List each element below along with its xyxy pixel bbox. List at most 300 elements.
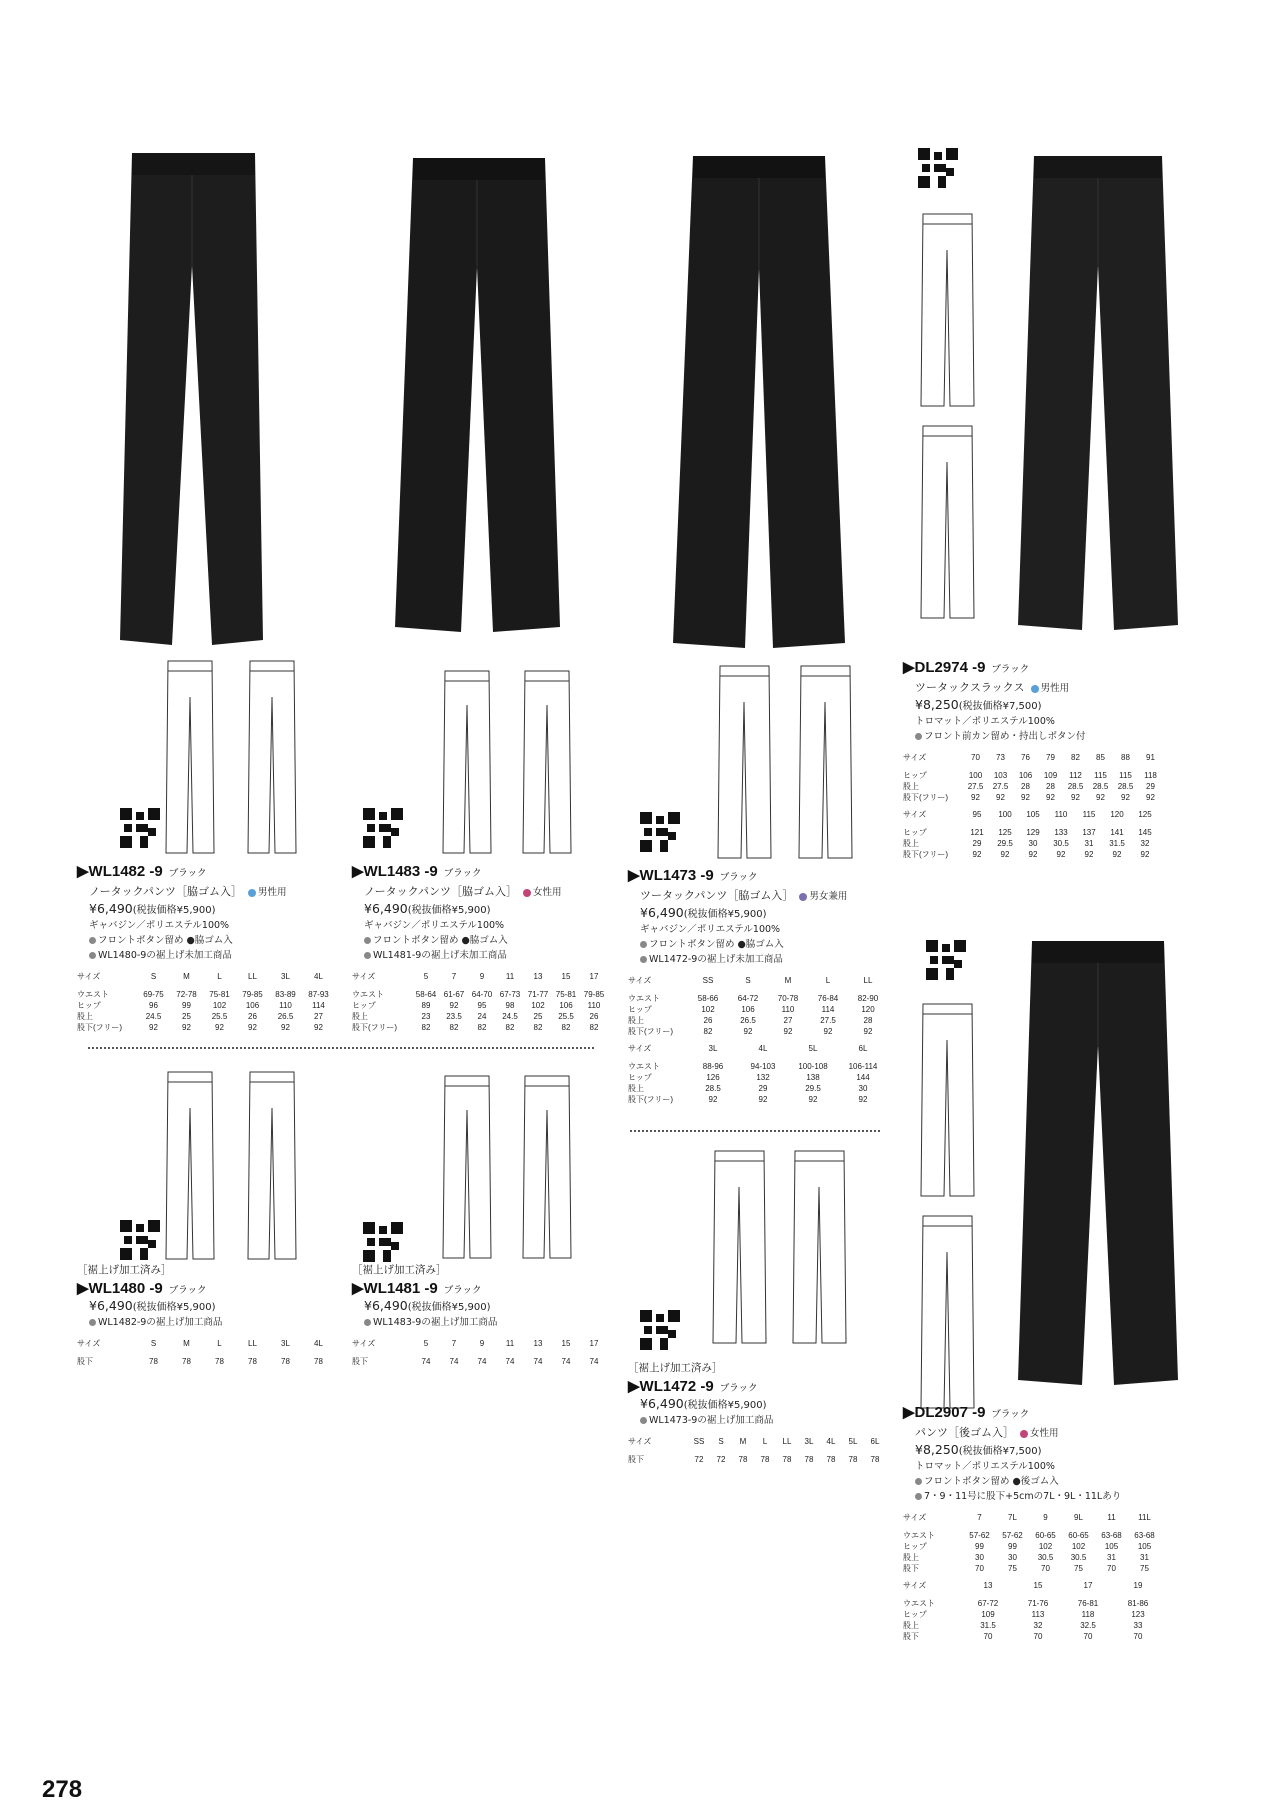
size-table-row xyxy=(903,1563,1161,1574)
product-feature xyxy=(364,947,622,961)
size-table-cell: ヒップ xyxy=(903,1542,927,1551)
product-feature xyxy=(364,932,622,946)
product-code xyxy=(77,1279,347,1297)
size-table-cell: 13 xyxy=(533,1339,543,1348)
size-table-cell: ウエスト xyxy=(903,1599,935,1608)
size-table-header xyxy=(903,752,1163,770)
size-table-cell: SS xyxy=(693,1437,705,1446)
product-feature xyxy=(89,947,347,961)
size-table-cell: 89 xyxy=(421,1001,431,1010)
product-code xyxy=(903,658,1173,676)
size-table-cell: 82 xyxy=(533,1023,543,1032)
size-table-cell: 82 xyxy=(561,1023,571,1032)
size-table-cell: 74 xyxy=(477,1357,487,1366)
size-table-cell: 13 xyxy=(533,972,543,981)
product-price xyxy=(89,901,347,916)
page-number: 278 xyxy=(42,1776,83,1803)
size-table-cell: 88 xyxy=(1121,753,1130,762)
size-table-cell: 29 xyxy=(1146,782,1155,791)
size-table-cell: 26 xyxy=(589,1012,599,1021)
size-table-cell: 115 xyxy=(1082,810,1096,819)
size-table-cell: 70-78 xyxy=(777,994,799,1003)
size-table-cell: 92 xyxy=(1112,850,1122,859)
feature-text: フロントボタン留め ●脇ゴム入 xyxy=(373,935,508,946)
size-table-cell: 股下 xyxy=(352,1357,368,1366)
size-table-cell: 121 xyxy=(970,828,984,837)
size-table-cell: 60-65 xyxy=(1035,1531,1056,1540)
sketch-wl1473-front xyxy=(717,662,772,862)
qr-code-icon[interactable] xyxy=(640,812,680,852)
size-table-cell: 29.5 xyxy=(997,839,1013,848)
size-table-cell: 57-62 xyxy=(1002,1531,1023,1540)
size-table-cell: 70 xyxy=(1041,1564,1050,1573)
size-table-cell: 17 xyxy=(589,1339,599,1348)
size-table-cell: 92 xyxy=(1028,850,1038,859)
size-table-cell: 114 xyxy=(312,1001,325,1010)
qr-code-icon[interactable] xyxy=(363,808,403,848)
size-table-cell: 69-75 xyxy=(143,990,164,999)
product-name xyxy=(364,883,622,899)
size-table-cell: 25 xyxy=(533,1012,543,1021)
size-table-row xyxy=(628,1083,888,1094)
size-table-cell: 27.5 xyxy=(967,782,984,791)
size-table-cell: 91 xyxy=(1146,753,1155,762)
size-table-cell: 32 xyxy=(1033,1621,1043,1630)
bullet-icon xyxy=(640,956,647,963)
size-table-cell: 74 xyxy=(533,1357,543,1366)
product-code-text: WL1473 -9 xyxy=(639,867,714,884)
size-table-cell: 102 xyxy=(1038,1542,1053,1551)
size-table-cell: 78 xyxy=(215,1357,224,1366)
size-table-cell: ヒップ xyxy=(903,1610,927,1619)
size-table-cell: 118 xyxy=(1081,1610,1095,1619)
sketch-dl2907-front xyxy=(920,1000,975,1200)
size-table-cell: 92 xyxy=(743,1027,753,1036)
qr-code-icon[interactable] xyxy=(363,1222,403,1262)
size-table-cell: 17 xyxy=(589,972,599,981)
size-table-row xyxy=(903,1620,1163,1631)
size-table-cell: サイズ xyxy=(903,810,927,819)
size-table-cell: 63-68 xyxy=(1134,1531,1155,1540)
product-block-wl1483 xyxy=(352,862,622,1033)
size-table-cell: 4L xyxy=(758,1044,768,1053)
sketch-wl1482-back xyxy=(247,657,297,857)
size-table-cell: 82 xyxy=(505,1023,515,1032)
size-table-cell: 92 xyxy=(971,793,980,802)
size-table-row xyxy=(903,1631,1163,1642)
size-table-cell: 118 xyxy=(1144,771,1157,780)
product-photo-wl1483 xyxy=(395,152,560,632)
product-code xyxy=(628,866,898,884)
size-table-cell: 72 xyxy=(694,1455,704,1464)
product-fabric: トロマット／ポリエステル100% xyxy=(915,716,1055,727)
qr-code-icon[interactable] xyxy=(918,148,958,188)
size-table-cell: 64-70 xyxy=(471,990,493,999)
size-table-header xyxy=(903,809,1159,827)
size-table-cell: サイズ xyxy=(628,1044,652,1053)
size-table-header xyxy=(903,1512,1161,1530)
product-block-dl2907 xyxy=(903,1403,1173,1642)
size-table-cell: 120 xyxy=(1110,810,1124,819)
sketch-wl1483-back xyxy=(522,667,572,857)
bullet-icon xyxy=(915,733,922,740)
size-table-cell: M xyxy=(739,1437,747,1446)
product-note: ［裾上げ加工済み］ xyxy=(352,1264,447,1276)
size-table-cell: S xyxy=(745,976,751,985)
product-code-text: WL1483 -9 xyxy=(363,863,438,880)
size-table-cell: 30 xyxy=(1028,839,1038,848)
size-table-cell: 78 xyxy=(848,1455,858,1464)
size-table xyxy=(352,1338,608,1367)
size-table-cell: ウエスト xyxy=(352,990,384,999)
size-table-cell: 9 xyxy=(1043,1513,1048,1522)
size-table-cell: 85 xyxy=(1096,753,1105,762)
size-table-cell: 5L xyxy=(808,1044,818,1053)
size-table-cell: 23.5 xyxy=(446,1012,462,1021)
size-table-header xyxy=(628,1436,886,1454)
qr-code-icon[interactable] xyxy=(120,1220,160,1260)
size-table-cell: 64-72 xyxy=(737,994,759,1003)
size-table-cell: 92 xyxy=(783,1027,793,1036)
size-table xyxy=(77,971,335,1033)
size-table-cell: 120 xyxy=(861,1005,875,1014)
size-table-row xyxy=(903,792,1163,803)
product-price xyxy=(915,697,1173,712)
size-table-cell: 102 xyxy=(1071,1542,1086,1551)
product-name-text: ツータックスラックス xyxy=(915,681,1025,694)
size-table-cell: 75-81 xyxy=(555,990,577,999)
size-table-cell: SS xyxy=(702,976,714,985)
product-code-text: WL1480 -9 xyxy=(88,1280,163,1297)
size-table-cell: 92 xyxy=(758,1095,768,1104)
size-table-cell: 3L xyxy=(708,1044,718,1053)
product-code xyxy=(628,1377,898,1395)
size-table-cell: 110 xyxy=(1054,810,1068,819)
size-table-cell: サイズ xyxy=(352,1339,376,1348)
size-table-cell: 股下(フリー) xyxy=(903,850,949,859)
size-table-cell: 33 xyxy=(1133,1621,1143,1630)
size-table-cell: 110 xyxy=(587,1001,601,1010)
size-table-cell: 92 xyxy=(314,1023,323,1032)
product-code-text: DL2974 -9 xyxy=(914,659,986,676)
size-table-cell: 24.5 xyxy=(502,1012,518,1021)
price-value: ¥8,250 xyxy=(915,697,959,712)
size-table-cell: 99 xyxy=(975,1542,984,1551)
size-table-cell: 57-62 xyxy=(969,1531,990,1540)
size-table-cell: 92 xyxy=(863,1027,873,1036)
color-name: ブラック xyxy=(719,872,758,883)
size-table-cell: 13 xyxy=(983,1581,993,1590)
gender-dot-icon xyxy=(799,893,807,901)
size-table-cell: 78 xyxy=(248,1357,257,1366)
size-table-cell: ヒップ xyxy=(77,1001,101,1010)
product-block-wl1481 xyxy=(352,1262,622,1367)
size-table-cell: 92 xyxy=(1021,793,1030,802)
play-triangle-icon: ▶ xyxy=(903,659,915,676)
size-table-cell: 106 xyxy=(741,1005,755,1014)
size-table-cell: 5 xyxy=(423,1339,429,1348)
size-table-cell: 79-85 xyxy=(583,990,605,999)
product-note: ［裾上げ加工済み］ xyxy=(628,1362,723,1374)
color-name: ブラック xyxy=(443,868,482,879)
size-table-cell: 109 xyxy=(981,1610,995,1619)
size-table-cell: ヒップ xyxy=(903,828,927,837)
size-table-cell: 92 xyxy=(1084,850,1094,859)
size-table xyxy=(903,809,1159,860)
size-table-cell: 138 xyxy=(806,1073,820,1082)
play-triangle-icon: ▶ xyxy=(628,1378,640,1395)
size-table-cell: 82 xyxy=(1071,753,1080,762)
product-feature xyxy=(640,1412,898,1426)
gender-badge xyxy=(248,887,287,898)
size-table-cell: 74 xyxy=(449,1357,459,1366)
size-table-cell: 92 xyxy=(1056,850,1066,859)
size-table-cell: 70 xyxy=(975,1564,984,1573)
size-table-cell: ウエスト xyxy=(903,1531,935,1540)
product-name xyxy=(915,1424,1173,1440)
size-table-cell: 31.5 xyxy=(980,1621,996,1630)
sketch-dl2907-back xyxy=(920,1212,975,1412)
color-name: ブラック xyxy=(991,1409,1030,1420)
size-table-cell: サイズ xyxy=(352,972,376,981)
size-table-cell: 92 xyxy=(281,1023,290,1032)
size-table-cell: 75 xyxy=(1140,1564,1149,1573)
size-table-cell: LL xyxy=(248,1339,257,1348)
size-table-cell: 129 xyxy=(1026,828,1040,837)
size-table-cell: サイズ xyxy=(903,753,927,762)
size-table-row xyxy=(903,849,1159,860)
size-table-cell: 78 xyxy=(738,1455,748,1464)
feature-text: フロントボタン留め ●脇ゴム入 xyxy=(98,935,233,946)
size-table-cell: 106 xyxy=(1018,771,1033,780)
price-value: ¥6,490 xyxy=(640,1396,684,1411)
size-table-cell: 100-108 xyxy=(798,1062,828,1071)
size-table-cell: 58-66 xyxy=(697,994,719,1003)
size-table xyxy=(352,971,608,1033)
size-table-cell: 92 xyxy=(996,793,1005,802)
feature-text: WL1481-9の裾上げ未加工商品 xyxy=(373,950,507,961)
size-table-row xyxy=(628,1072,888,1083)
product-feature xyxy=(89,1314,347,1328)
size-table-cell: 92 xyxy=(708,1095,718,1104)
size-table-cell: L xyxy=(217,972,222,981)
size-table-cell: 75 xyxy=(1074,1564,1083,1573)
size-table-cell: 72-78 xyxy=(176,990,197,999)
size-table-cell: 109 xyxy=(1043,771,1058,780)
size-table-cell: 32.5 xyxy=(1080,1621,1096,1630)
size-table-cell: L xyxy=(762,1437,768,1446)
size-table-cell: LL xyxy=(248,972,257,981)
size-table-cell: 123 xyxy=(1131,1610,1145,1619)
size-table-cell: 78 xyxy=(782,1455,792,1464)
product-fabric: トロマット／ポリエステル100% xyxy=(915,1461,1055,1472)
qr-code-icon[interactable] xyxy=(120,808,160,848)
size-table-cell: サイズ xyxy=(628,1437,652,1446)
size-table-cell: 92 xyxy=(248,1023,257,1032)
dotted-separator xyxy=(88,1047,594,1049)
size-table-cell: 股下 xyxy=(903,1632,919,1641)
size-table-cell: 82-90 xyxy=(857,994,879,1003)
play-triangle-icon: ▶ xyxy=(628,867,640,884)
size-table-cell: 30 xyxy=(975,1553,984,1562)
size-table-cell: 4L xyxy=(314,1339,323,1348)
bullet-icon xyxy=(915,1478,922,1485)
gender-badge xyxy=(799,891,847,902)
product-code xyxy=(77,862,347,880)
size-table-cell: 75-81 xyxy=(209,990,230,999)
size-table-cell: 28.5 xyxy=(705,1084,721,1093)
qr-code-icon[interactable] xyxy=(926,940,966,980)
product-block-wl1480 xyxy=(77,1262,347,1367)
size-table-cell: 股下(フリー) xyxy=(77,1023,123,1032)
size-table-cell: 25 xyxy=(182,1012,191,1021)
size-table-row xyxy=(352,1000,608,1011)
product-code-text: DL2907 -9 xyxy=(914,1404,986,1421)
size-table-cell: 28.5 xyxy=(1067,782,1084,791)
size-table-cell: 7 xyxy=(451,1339,457,1348)
size-table-cell: 3L xyxy=(804,1437,814,1446)
size-table-cell: 125 xyxy=(998,828,1012,837)
product-feature xyxy=(915,1488,1173,1502)
size-table-cell: 28 xyxy=(1021,782,1030,791)
feature-text: WL1482-9の裾上げ加工商品 xyxy=(98,1317,223,1328)
product-photo-dl2974 xyxy=(1018,150,1178,630)
size-table-cell: 74 xyxy=(505,1357,515,1366)
size-table-cell: 71-77 xyxy=(527,990,549,999)
size-table-cell: 79 xyxy=(1046,753,1055,762)
color-name: ブラック xyxy=(719,1383,758,1394)
size-table-cell: 股上 xyxy=(903,782,919,791)
price-ex-tax: (税抜価格¥5,900) xyxy=(683,909,767,920)
size-table-cell: 股下(フリー) xyxy=(628,1095,674,1104)
feature-text: WL1472-9の裾上げ未加工商品 xyxy=(649,954,783,965)
product-fabric: ギャバジン／ポリエステル100% xyxy=(89,920,230,931)
size-table-cell: S xyxy=(150,1339,157,1348)
product-name xyxy=(89,883,347,899)
size-table-cell: 28 xyxy=(1046,782,1055,791)
size-table-cell: 92 xyxy=(1146,793,1155,802)
size-table-cell: 92 xyxy=(808,1095,818,1104)
bullet-icon xyxy=(364,952,371,959)
size-table-cell: 61-67 xyxy=(443,990,465,999)
size-table-cell: 7 xyxy=(977,1513,982,1522)
size-table-cell: M xyxy=(784,976,792,985)
price-ex-tax: (税抜価格¥5,900) xyxy=(683,1400,767,1411)
size-table-cell: 105 xyxy=(1104,1542,1119,1551)
size-table-cell: 股上 xyxy=(903,1553,919,1562)
size-table-cell: 27 xyxy=(314,1012,323,1021)
size-table-cell: 9 xyxy=(479,972,485,981)
size-table-cell: 99 xyxy=(182,1001,191,1010)
size-table-cell: 78 xyxy=(314,1357,323,1366)
product-price xyxy=(364,1298,622,1313)
size-table-cell: 30.5 xyxy=(1070,1553,1087,1562)
price-ex-tax: (税抜価格¥5,900) xyxy=(132,1302,216,1313)
size-table-cell: 29.5 xyxy=(805,1084,821,1093)
size-table-cell: 125 xyxy=(1138,810,1152,819)
size-table-cell: 股下 xyxy=(628,1455,644,1464)
size-table-cell: L xyxy=(825,976,831,985)
size-table-cell: 82 xyxy=(421,1023,431,1032)
feature-text: 7・9・11号に股下+5cmの7L・9L・11Lあり xyxy=(924,1491,1122,1502)
qr-code-icon[interactable] xyxy=(640,1310,680,1350)
product-code xyxy=(352,1279,622,1297)
bullet-icon xyxy=(364,937,371,944)
size-table-cell: 78 xyxy=(804,1455,814,1464)
size-table-cell: 92 xyxy=(1121,793,1130,802)
product-photo-wl1473 xyxy=(673,148,845,648)
size-table-cell: 76-81 xyxy=(1077,1599,1099,1608)
size-table-row xyxy=(628,993,888,1004)
size-table-cell: 92 xyxy=(215,1023,224,1032)
product-name-text: ノータックパンツ［脇ゴム入］ xyxy=(364,885,518,898)
size-table-cell: 11 xyxy=(505,972,515,981)
size-table-row xyxy=(352,1356,608,1367)
size-table-cell: 5L xyxy=(848,1437,858,1446)
size-table-cell: 32 xyxy=(1140,839,1150,848)
feature-text: フロントボタン留め ●脇ゴム入 xyxy=(649,939,784,950)
gender-badge xyxy=(1020,1428,1059,1439)
size-table-row xyxy=(628,1061,888,1072)
size-table-cell: 11L xyxy=(1138,1513,1151,1522)
size-table-cell: ウエスト xyxy=(628,994,660,1003)
gender-text: 男性用 xyxy=(258,887,287,898)
size-table-cell: サイズ xyxy=(77,972,101,981)
size-table-cell: ヒップ xyxy=(352,1001,376,1010)
size-table-cell: 114 xyxy=(821,1005,835,1014)
size-table-cell: 30 xyxy=(858,1084,868,1093)
gender-text: 女性用 xyxy=(1030,1428,1059,1439)
size-table-cell: 70 xyxy=(1033,1632,1043,1641)
size-table-cell: サイズ xyxy=(903,1513,927,1522)
price-value: ¥6,490 xyxy=(364,1298,408,1313)
size-table-cell: 27.5 xyxy=(820,1016,836,1025)
size-table-cell: LL xyxy=(863,976,873,985)
size-table-header xyxy=(628,975,888,993)
size-table-cell: 92 xyxy=(149,1023,158,1032)
size-table-cell: 81-86 xyxy=(1127,1599,1149,1608)
size-table-cell: 92 xyxy=(1096,793,1105,802)
size-table-cell: 95 xyxy=(477,1001,487,1010)
price-ex-tax: (税抜価格¥5,900) xyxy=(132,905,216,916)
play-triangle-icon: ▶ xyxy=(352,863,364,880)
size-table-row xyxy=(77,1000,335,1011)
size-table-cell: 30 xyxy=(1008,1553,1017,1562)
size-table-row xyxy=(903,770,1163,781)
bullet-icon xyxy=(915,1493,922,1500)
dotted-separator xyxy=(630,1130,880,1132)
color-name: ブラック xyxy=(168,868,207,879)
product-feature xyxy=(640,951,898,965)
product-block-wl1482 xyxy=(77,862,347,1033)
size-table-cell: 78 xyxy=(870,1455,880,1464)
size-table-cell: 110 xyxy=(781,1005,795,1014)
size-table-cell: 137 xyxy=(1082,828,1096,837)
sketch-wl1472-front xyxy=(712,1147,767,1347)
size-table-cell: 股上 xyxy=(77,1012,93,1021)
gender-dot-icon xyxy=(1020,1430,1028,1438)
feature-text: WL1483-9の裾上げ加工商品 xyxy=(373,1317,498,1328)
product-price xyxy=(640,1396,898,1411)
product-name xyxy=(640,887,898,903)
size-table-cell: 股上 xyxy=(903,839,919,848)
size-table-cell: L xyxy=(217,1339,222,1348)
size-table-cell: 95 xyxy=(972,810,982,819)
size-table-cell: 70 xyxy=(1083,1632,1093,1641)
play-triangle-icon: ▶ xyxy=(903,1404,915,1421)
size-table-cell: 股下(フリー) xyxy=(352,1023,398,1032)
gender-dot-icon xyxy=(1031,685,1039,693)
